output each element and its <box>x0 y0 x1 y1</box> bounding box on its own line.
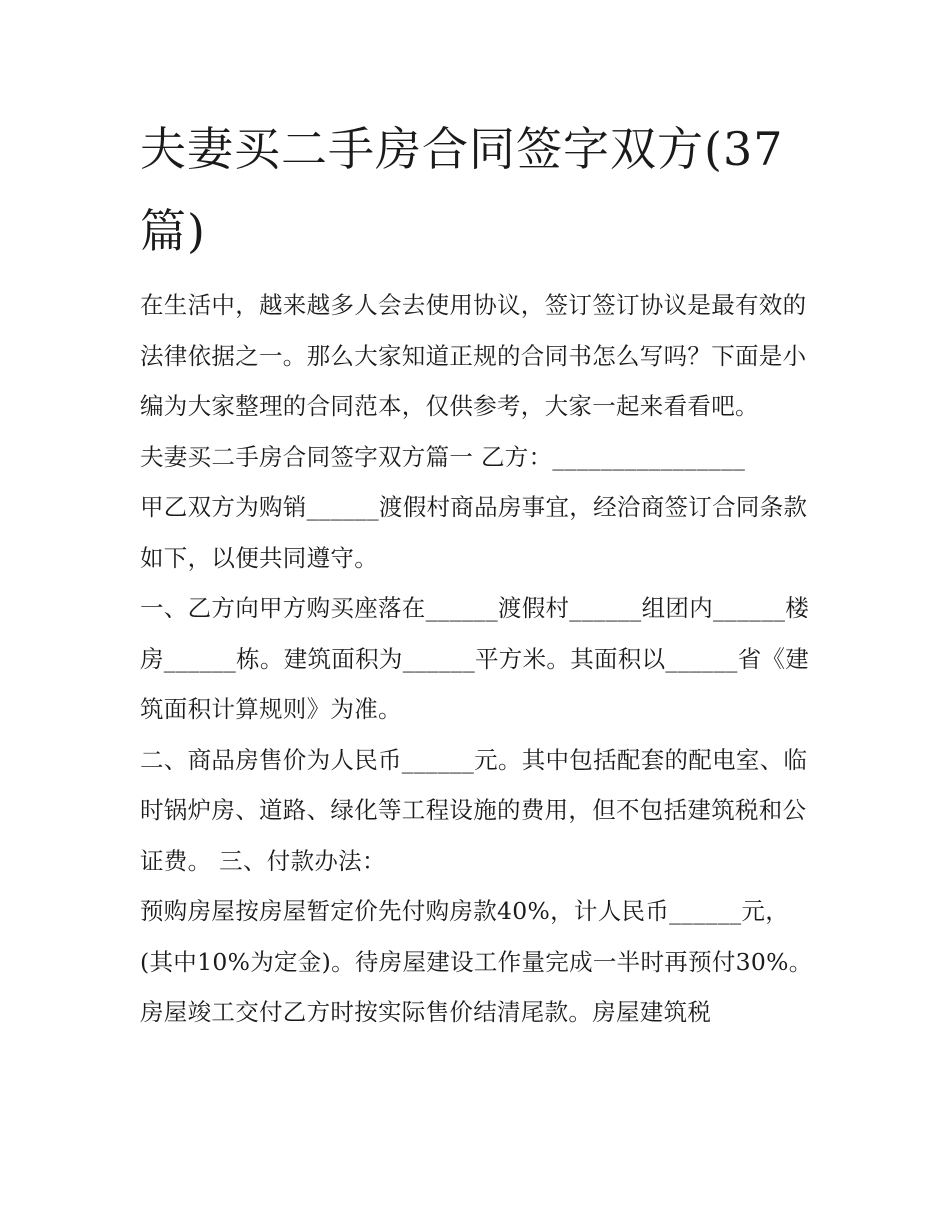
clause-one: 一、乙方向甲方购买座落在______渡假村______组团内______楼房______栋。建筑面积为______平方米。其面积以______省《建筑面积计算规则》为准。 <box>140 594 810 723</box>
document-title: 夫妻买二手房合同签字双方(37篇) <box>140 122 784 258</box>
clause-payment: 预购房屋按房屋暂定价先付购房款40%，计人民币______元，(其中10%为定金)。待房屋建设工作量完成一半时再预付30%。房屋竣工交付乙方时按实际售价结清尾款。房屋建筑税 <box>140 897 813 1026</box>
section-heading-party-b: 夫妻买二手房合同签字双方篇一 乙方：________________ <box>140 442 746 471</box>
document-page <box>140 108 820 1038</box>
intro-paragraph: 在生活中，越来越多人会去使用协议，签订签订协议是最有效的法律依据之一。那么大家知道正规的合同书怎么写吗？下面是小编为大家整理的合同范本，仅供参考，大家一起来看看吧。 <box>140 291 807 420</box>
purpose-paragraph: 甲乙双方为购销______渡假村商品房事宜，经洽商签订合同条款如下，以便共同遵守。 <box>140 493 808 572</box>
clause-two: 二、商品房售价为人民币______元。其中包括配套的配电室、临时锅炉房、道路、绿化等工程设施的费用，但不包括建筑税和公证费。 三、付款办法： <box>140 745 808 875</box>
